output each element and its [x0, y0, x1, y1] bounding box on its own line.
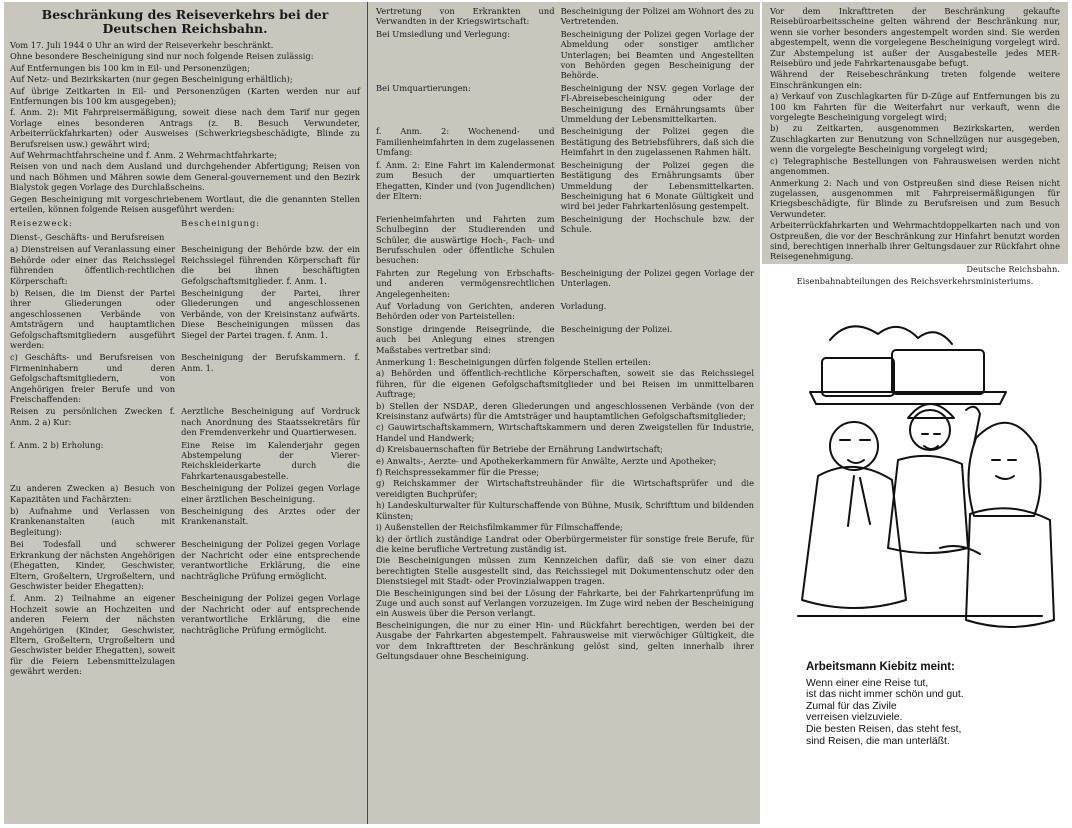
- caption-line: Zumal für das Zivile: [806, 700, 897, 712]
- continuation-paragraph: c) Telegraphische Bestellungen von Fahrausweisen werden nicht angenommen.: [770, 155, 1060, 177]
- certificate-cell: Bescheinigung der Polizei gegen Vorlage einer ärztlichen Bescheinigung.: [181, 483, 360, 504]
- note-paragraph: f) Reichspressekammer für die Presse;: [376, 467, 540, 478]
- table-row: [376, 214, 754, 266]
- bundle-icon: [830, 326, 952, 344]
- caption-line: Wenn einer eine Reise tut,: [806, 677, 929, 689]
- purpose-cell: f. Anm. 2: Eine Fahrt im Kalendermonat zum Besuch der umquartierten Ehegatten, Kinder und (von Jugendlichen) der Eltern:: [376, 159, 555, 201]
- certificate-cell: Eine Reise im Kalenderjahr gegen Abstempelung der Vierer-Reichskleiderkarte durch die Fahrkartenausgabestelle.: [181, 439, 360, 481]
- purpose-cell: f. Anm. 2: Wochenend- und Familienheimfahrten in dem zugelassenen Umfang:: [376, 126, 555, 158]
- table-row: [376, 324, 754, 355]
- table-row: [10, 406, 360, 437]
- table-row: [10, 539, 360, 591]
- waving-hand-icon: [966, 407, 980, 444]
- purpose-cell: c) Geschäfts- und Berufsreisen von Firmeninhabern und deren Gefolgschaftsmitgliedern, von Angehörigen freier Berufe und von Freischaffenden:: [10, 352, 176, 404]
- table-row: [10, 440, 360, 482]
- certificate-cell: Bescheinigung der Polizei gegen Vorlage der Nachricht oder eine entsprechende verantwortliche Erklärung, die eine nachträgliche Prüfung ermöglicht.: [181, 539, 360, 581]
- lead-paragraph: Gegen Bescheinigung mit vorgeschriebenem Wortlaut, die die genannten Stellen erteilen, können folgende Reisen ausgeführt werden:: [10, 193, 360, 215]
- face-icon: [910, 410, 950, 450]
- column-headers: [10, 216, 360, 230]
- lead-paragraph: Auf übrige Zeitkarten in Eil- und Personenzügen (Karten werden nur auf Entfernungen bis 100 km ausgegeben);: [10, 85, 360, 107]
- article-column-2: [370, 2, 760, 824]
- suitcase-icon: [892, 350, 984, 394]
- table-row: [10, 506, 360, 537]
- table-row: [376, 6, 754, 27]
- suitcase-icon: [822, 358, 894, 396]
- purpose-cell: Zu anderen Zwecken a) Besuch von Kapazitäten und Fachärzten:: [10, 483, 176, 504]
- table-row: [376, 160, 754, 212]
- note-paragraph: b) Stellen der NSDAP., deren Gliederungen und angeschlossenen Verbände (von der Kreisinstanz aufwärts) für die Amtsträger und hauptamtlichen Gefolgschaftsmitglieder;: [376, 400, 754, 422]
- caption-line: Die besten Reisen, das steht fest,: [806, 723, 962, 735]
- purpose-cell: Auf Vorladung von Gerichten, anderen Behörden oder von Parteistellen:: [376, 300, 555, 322]
- lead-paragraph: Reisen von und nach dem Ausland und durchgehender Abfertigung; Reisen von und nach Böhmen und Mähren sowie dem General-gouvernement und den Bezirk Bialystok gegen Vorlage des Durchlaßscheins.: [10, 161, 360, 193]
- purpose-cell: f. Anm. 2) Teilnahme an eigener Hochzeit sowie an Hochzeiten und anderen Feiern der nächsten Angehörigen (Kinder, Geschwister, Eltern, Großeltern, Urgroßeltern und Geschwister beider Ehegatten), soweit für die Feiern Lebensmittelzulagen gewährt werden:: [10, 593, 176, 677]
- note-paragraph: k) der örtlich zuständige Landrat oder Oberbürgermeister für sonstige freie Berufe, für die keine berufliche Vertretung zuständig ist.: [376, 533, 754, 554]
- lead-paragraph: Auf Entfernungen bis 100 km in Eil- und Personenzügen;: [10, 62, 250, 73]
- dress-icon: [966, 508, 1054, 627]
- purpose-cell: Fahrten zur Regelung von Erbschafts- und anderen vermögensrechtlichen Angelegenheiten:: [376, 267, 555, 299]
- signature-line: Deutsche Reichsbahn.: [966, 263, 1060, 274]
- header-bescheinigung: Bescheinigung:: [181, 217, 261, 228]
- certificate-cell: Bescheinigung der Polizei gegen Vorlage der Unterlagen.: [560, 267, 754, 289]
- table-row: [10, 232, 360, 242]
- continuation-paragraph: Anmerkung 2: Nach und von Ostpreußen sind diese Reisen nicht zugelassen, ausgenommen mit Fahrpreisermäßigungen für Kriegsbeschädigte, für Blinde zu Berufsreisen und zum Besuch Verwundeter.: [770, 177, 1060, 219]
- table-row: [10, 352, 360, 404]
- purpose-cell: Sonstige dringende Reisegründe, die auch bei Anlegung eines strengen Maßstabes vertretbar sind:: [376, 323, 555, 355]
- note-paragraph: d) Kreisbauernschaften für Betriebe der Ernährung Landwirtschaft;: [376, 444, 663, 455]
- lead-paragraph: Ohne besondere Bescheinigung sind nur noch folgende Reisen zulässig:: [10, 51, 314, 62]
- article-headline: Beschränkung des Reiseverkehrs bei der Deutschen Reichsbahn.: [41, 7, 329, 36]
- newspaper-clipping-continuation: [762, 2, 1068, 287]
- table-row: [10, 593, 360, 676]
- table-row: [376, 29, 754, 81]
- purpose-cell: b) Aufnahme und Verlassen von Krankenanstalten (auch mit Begleitung):: [10, 506, 176, 537]
- continuation-column: [762, 2, 1068, 287]
- table-row: [10, 288, 360, 350]
- purpose-cell: Vertretung von Erkrankten und Verwandten in der Kriegswirtschaft:: [376, 6, 555, 27]
- caption-line: ist das nicht immer schön und gut.: [806, 689, 964, 701]
- continuation-paragraph: Arbeiterrückfahrkarten und Wehrmachtdoppelkarten nach und von Ostpreußen, die vor der Beschränkung zur Hinfahrt benutzt worden sind, berechtigen innerhalb ihrer Geltungsdauer zur Rückfahrt ohne Reisegenehmigung.: [770, 220, 1060, 262]
- note-paragraph: a) Behörden und öffentlich-rechtliche Körperschaften, soweit sie das Reichssiegel führen, für die eigenen Gefolgschaftsmitglieder und bei Reisen im unmittelbaren Auftrage;: [376, 368, 754, 400]
- purpose-cell: Ferienheimfahrten und Fahrten zum Schulbeginn der Studierenden und Schüler, die auswärtige Hoch-, Fach- und Berufsschulen oder öffentliche Schulen besuchen:: [376, 213, 555, 266]
- note-paragraph: g) Reichskammer der Wirtschaftstreuhänder für die Wirtschaftsprüfer und die vereidigten Buchprüfer;: [376, 478, 754, 499]
- uniform-icon: [888, 456, 968, 553]
- newspaper-clipping-main: [4, 2, 760, 824]
- certificate-cell: Aerztliche Bescheinigung auf Vordruck nach Anordnung des Staatssekretärs für den Fremdenverkehr und Quartierwesen.: [181, 406, 360, 438]
- table-row: [10, 244, 360, 286]
- certificate-cell: Bescheinigung des Arztes oder der Krankenanstalt.: [181, 506, 360, 527]
- column-divider: [367, 2, 368, 824]
- caption-line: verreisen vielzuviele.: [806, 712, 903, 724]
- continuation-paragraph: b) zu Zeitkarten, ausgenommen Bezirkskarten, werden Zuschlagkarten zur Benutzung von Schnellzügen nur ausgegeben, wenn die vorgelegte Bescheinigung vorgelegt wird;: [770, 123, 1060, 155]
- note-paragraph: Die Bescheinigungen sind bei der Lösung der Fahrkarte, bei der Fahrkartenprüfung im Zuge und auch sonst auf Verlangen vorzuzeigen. Im Zuge wird neben der Bescheinigung ein Ausweis über die Person verlangt.: [376, 587, 754, 619]
- table-row: [10, 483, 360, 504]
- certificate-cell: Bescheinigung der Polizei gegen die Bestätigung des Ernährungsamts über Ummeldung der Lebensmittelkarten. Bescheinigung hat 6 Monate Gültigkeit und wird bei jeder Fahrkartenlösung gestempelt.: [560, 159, 754, 212]
- certificate-cell: Bescheinigung der NSV. gegen Vorlage der Fl-Abreisebescheinigung oder der Bescheinigung des Ernährungsamts über Ummeldung der Lebensmittelkarten.: [560, 82, 754, 125]
- certificate-cell: Bescheinigung der Berufskammern. f. Anm. 1.: [181, 352, 360, 373]
- continuation-paragraph: a) Verkauf von Zuschlagkarten für D-Züge auf Entfernungen bis zu 100 km Fahrten für die Weiterfahrt nur verkauft, wenn die vorgelegte Bescheinigung vorgelegt wird;: [770, 91, 1060, 123]
- purpose-cell: Reisen zu persönlichen Zwecken f. Anm. 2 a) Kur:: [10, 406, 176, 427]
- caption-line: sind Reisen, die man unterläßt.: [806, 735, 950, 747]
- certificate-cell: Bescheinigung der Polizei gegen Vorlage der Abmeldung oder sonstiger amtlicher Unterlagen; bei Beamten und Angestellten von Behörden gegen Bescheinigung der Behörde.: [560, 28, 754, 81]
- table-row: [376, 301, 754, 322]
- caption-title: Arbeitsmann Kiebitz meint:: [806, 661, 955, 673]
- certificate-cell: Bescheinigung der Hochschule bzw. der Schule.: [560, 213, 754, 235]
- coat-icon: [802, 467, 906, 608]
- signature-line: Eisenbahnabteilungen des Reichsverkehrsministeriums.: [796, 276, 1034, 287]
- note-paragraph: h) Landeskulturwalter für Kulturschaffende von Bühne, Musik, Schrifttum und bildenden Künsten;: [376, 500, 754, 521]
- note-paragraph: Die Bescheinigungen müssen zum Kennzeichen dafür, daß sie von einer dazu berechtigten Stelle ausgestellt sind, das Reichssiegel mit Dokumentenschutz oder den Dienstsiegel mit Stadt- oder Provinzialwappen tragen.: [376, 555, 754, 587]
- cartoon-caption: [806, 662, 1056, 747]
- table-row: [376, 268, 754, 299]
- lead-paragraph: f. Anm. 2): Mit Fahrpreisermäßigung, soweit diese nach dem Tarif nur gegen Vorlage eines besonderen Antrags (z. B. Besuch Verwundeter, Arbeiterrückfahrkarten) oder Ausweises (Schwerkriegsbeschädigte, Blinde zu Berufsreisen usw.) gewährt wird;: [10, 107, 360, 149]
- certificate-cell: Bescheinigung der Polizei am Wohnort des zu Vertretenden.: [560, 6, 754, 27]
- purpose-cell: f. Anm. 2 b) Erholung:: [10, 439, 104, 450]
- lead-paragraph: Vom 17. Juli 1944 0 Uhr an wird der Reiseverkehr beschränkt.: [10, 40, 274, 50]
- lead-paragraph: Auf Wehrmachtfahrscheine und f. Anm. 2 Wehrmachtfahrkarte;: [10, 150, 277, 161]
- note-paragraph: c) Gauwirtschaftskammern, Wirtschaftskammern und deren Zweigstellen für Industrie, Handel und Handwerk;: [376, 422, 754, 443]
- certificate-cell: Bescheinigung der Polizei gegen die Bestätigung des Betriebsführers, daß sich die Heimfahrt in den zugelassenen Rahmen hält.: [560, 126, 754, 158]
- headscarf-icon: [968, 423, 1040, 516]
- certificate-cell: Vorladung.: [560, 300, 607, 311]
- table-row: [376, 83, 754, 125]
- certificate-cell: Bescheinigung der Polizei gegen Vorlage der Nachricht oder auf entsprechende verantwortliche Erklärung, die eine nachträgliche Prüfung ermöglicht.: [181, 593, 360, 635]
- certificate-cell: Bescheinigung der Behörde bzw. der ein Reichssiegel führenden Körperschaft für die bei ihnen beschäftigten Gefolgschaftsmitglieder. f. Anm. 1.: [181, 244, 360, 286]
- purpose-cell: Dienst-, Geschäfts- und Berufsreisen: [10, 231, 165, 242]
- table-row: [376, 126, 754, 157]
- purpose-cell: Bei Todesfall und schwerer Erkrankung der nächsten Angehörigen (Ehegatten, Kinder, Geschwister, Eltern, Großeltern, Urgroßeltern, und Geschwister beider Ehegatten):: [10, 539, 176, 591]
- purpose-cell: Bei Umsiedlung und Verlegung:: [376, 28, 510, 39]
- header-reisezweck: Reisezweck:: [10, 217, 73, 228]
- note-paragraph: i) Außenstellen der Reichsfilmkammer für Filmschaffende;: [376, 522, 623, 533]
- continuation-paragraph: Während der Reisebeschränkung treten folgende weitere Einschränkungen ein:: [770, 69, 1060, 90]
- purpose-cell: Bei Umquartierungen:: [376, 82, 471, 93]
- certificate-cell: [181, 232, 360, 242]
- cartoon-illustration: [770, 300, 1062, 668]
- purpose-cell: a) Dienstreisen auf Veranlassung einer Behörde oder einer das Reichssiegel führenden öffentlich-rechtlichen Körperschaft:: [10, 244, 176, 286]
- certificate-cell: Bescheinigung der Polizei.: [560, 323, 673, 334]
- article-column-1: [4, 2, 366, 824]
- note-paragraph: Bescheinigungen, die nur zu einer Hin- und Rückfahrt berechtigen, werden bei der Ausgabe der Fahrkarten abgestempelt. Fahrausweise mit vierwöchiger Gültigkeit, die vor dem Inkrafttreten der Beschränkung gelöst sind, gelten innerhalb ihrer Geltungsdauer ohne Bescheinigung.: [376, 619, 754, 661]
- certificate-cell: Bescheinigung der Partei, ihrer Gliederungen und angeschlossenen Verbände, von der Kreisinstanz aufwärts. Diese Bescheinigungen müssen das Siegel der Partei tragen. f. Anm. 1.: [181, 287, 360, 340]
- note-paragraph: Anmerkung 1: Bescheinigungen dürfen folgende Stellen erteilen:: [376, 357, 651, 367]
- continuation-paragraph: Vor dem Inkrafttreten der Beschränkung gekaufte Reisebüroarbeitsscheine gelten während der Beschränkung nur, wenn sie vorher besonders angestempelt worden sind. Sie werden abgestempelt, wenn die vorgelegene Bescheinigung vorgelegt wird. Zur Abstempelung ist außer der Ausgabestelle jedes MER-Reisebüro und jede Fahrkartenausgabe befugt.: [770, 6, 1060, 69]
- purpose-cell: b) Reisen, die im Dienst der Partei ihrer Gliederungen oder angeschlossenen Verbände von Amtsträgern und hauptamtlichen Gefolgschaftsmitgliedern ausgeführt werden:: [10, 287, 176, 350]
- note-paragraph: e) Anwalts-, Aerzte- und Apothekerkammern für Anwälte, Aerzte und Apotheker;: [376, 455, 717, 466]
- lead-paragraph: Auf Netz- und Bezirkskarten (nur gegen Bescheinigung erhältlich);: [10, 74, 293, 85]
